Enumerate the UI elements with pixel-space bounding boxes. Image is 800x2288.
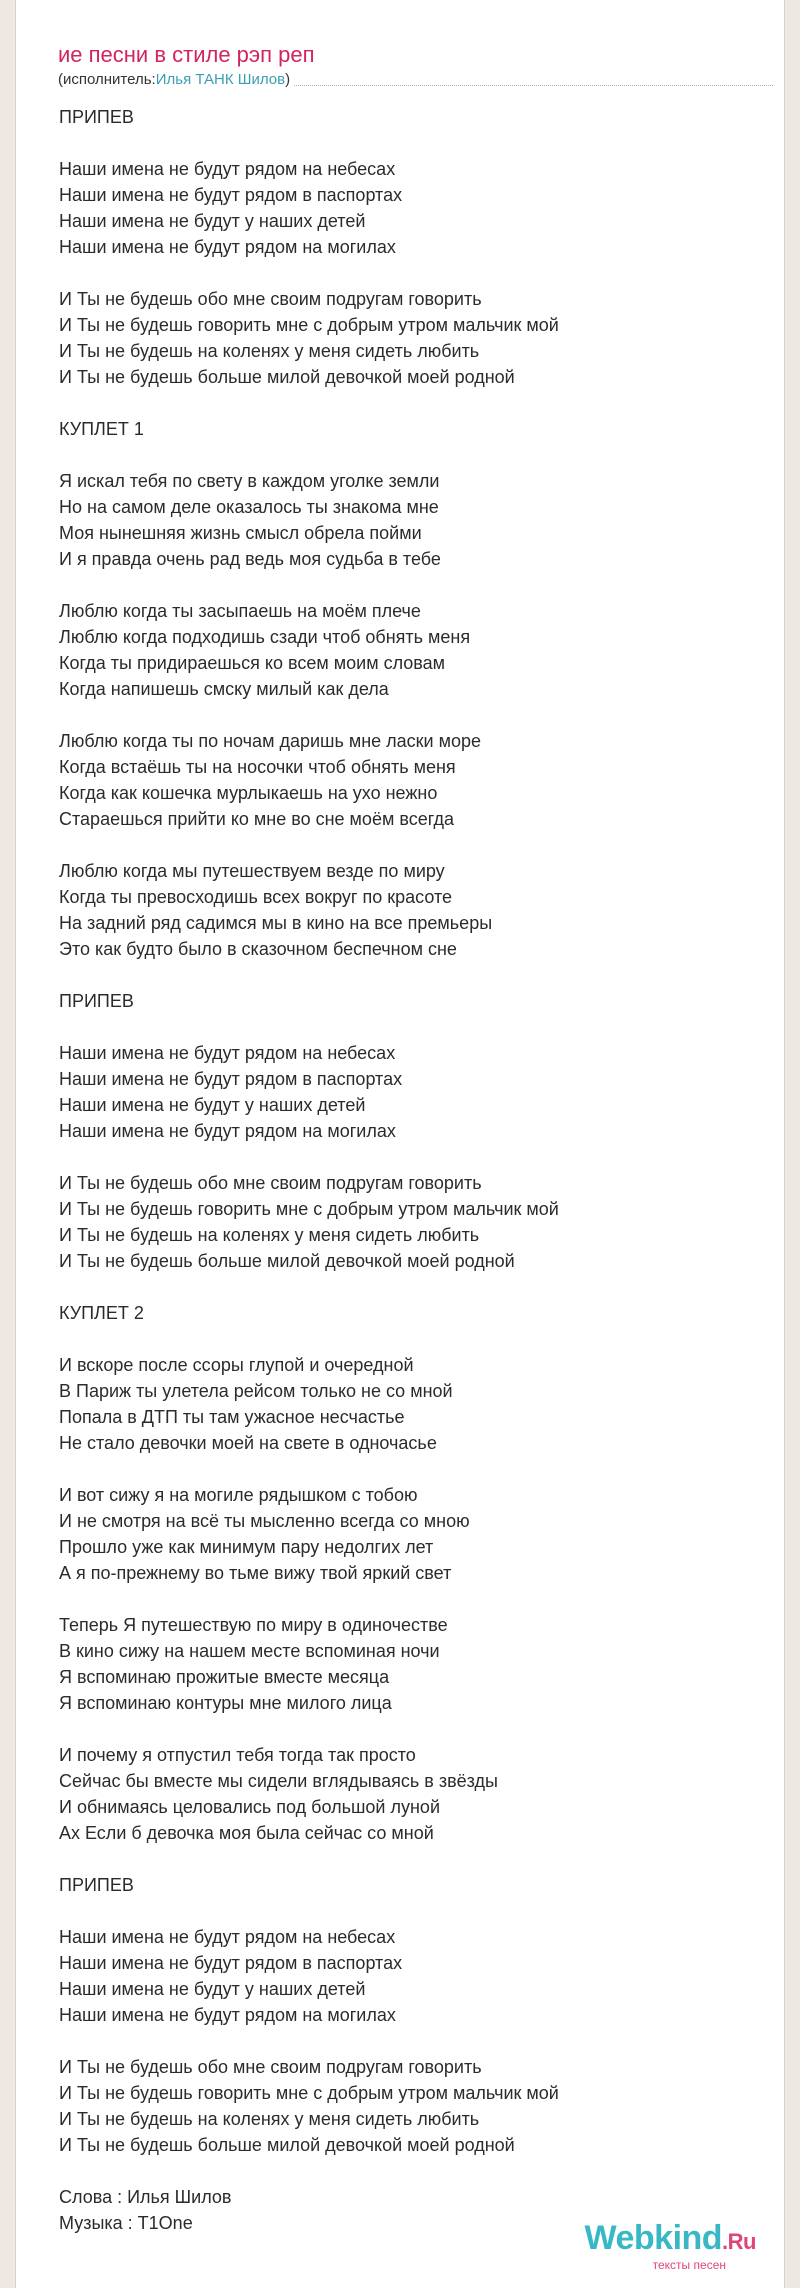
lyric-line: И я правда очень рад ведь моя судьба в тебе [59, 549, 441, 569]
byline-suffix: ) [285, 71, 291, 88]
lyric-line: На задний ряд садимся мы в кино на все премьеры [59, 913, 493, 933]
stanza-gap [59, 1846, 779, 1872]
lyric-line: Наши имена не будут рядом на могилах [59, 237, 396, 257]
lyric-line: В Париж ты улетела рейсом только не со мной [59, 1381, 453, 1401]
stanza-gap [59, 832, 779, 858]
lyric-line: КУПЛЕТ 1 [59, 419, 144, 439]
lyric-line: И Ты не будешь на коленях у меня сидеть любить [59, 341, 480, 361]
lyric-line: Наши имена не будут рядом в паспортах [59, 185, 403, 205]
lyric-line: Наши имена не будут рядом на могилах [59, 1121, 396, 1141]
lyric-line: Но на самом деле оказалось ты знакома мне [59, 497, 439, 517]
lyric-line: И Ты не будешь говорить мне с добрым утром мальчик мой [59, 315, 559, 335]
page-frame [15, 0, 785, 2288]
logo-name: Webkind [584, 2219, 723, 2257]
lyric-line: Когда ты превосходишь всех вокруг по красоте [59, 887, 453, 907]
lyrics-text [59, 104, 779, 2236]
lyric-line: Наши имена не будут рядом в паспортах [59, 1069, 403, 1089]
lyric-line: Я вспоминаю контуры мне милого лица [59, 1693, 392, 1713]
stanza-gap [59, 1144, 779, 1170]
stanza-gap [59, 130, 779, 156]
lyric-line: Не стало девочки моей на свете в одночасье [59, 1433, 437, 1453]
lyric-line: Наши имена не будут у наших детей [59, 211, 366, 231]
lyric-line: Наши имена не будут рядом на небесах [59, 1927, 396, 1947]
stanza-gap [59, 1326, 779, 1352]
stanza-gap [59, 1014, 779, 1040]
logo-wordmark [585, 2220, 757, 2260]
stanza-gap [59, 572, 779, 598]
lyric-line: Теперь Я путешествую по миру в одиночестве [59, 1615, 448, 1635]
lyric-line: Сейчас бы вместе мы сидели вглядываясь в звёзды [59, 1771, 498, 1791]
lyric-line: И Ты не будешь больше милой девочкой моей родной [59, 1251, 515, 1271]
lyric-line: Люблю когда ты по ночам даришь мне ласки море [59, 731, 482, 751]
logo-tagline: тексты песен [652, 2258, 726, 2272]
lyric-line: ПРИПЕВ [59, 1875, 134, 1895]
stanza-gap [59, 1586, 779, 1612]
lyric-line: И Ты не будешь на коленях у меня сидеть любить [59, 2109, 480, 2129]
artist-link[interactable]: Илья ТАНК Шилов [155, 71, 286, 88]
lyric-line: Музыка : T1One [59, 2213, 193, 2233]
lyric-line: Я вспоминаю прожитые вместе месяца [59, 1667, 390, 1687]
stanza-gap [59, 702, 779, 728]
lyric-line: Моя нынешняя жизнь смысл обрела пойми [59, 523, 422, 543]
stanza-gap [59, 390, 779, 416]
lyric-line: Люблю когда ты засыпаешь на моём плече [59, 601, 421, 621]
lyric-line: Наши имена не будут рядом на могилах [59, 2005, 396, 2025]
stanza-gap [59, 962, 779, 988]
lyric-line: И обнимаясь целовались под большой луной [59, 1797, 440, 1817]
stanza-gap [59, 1898, 779, 1924]
stanza-gap [59, 1456, 779, 1482]
lyric-line: И Ты не будешь обо мне своим подругам говорить [59, 2057, 482, 2077]
lyric-line: Когда встаёшь ты на носочки чтоб обнять меня [59, 757, 456, 777]
lyric-line: И вот сижу я на могиле рядышком с тобою [59, 1485, 418, 1505]
artist-byline [58, 70, 773, 90]
lyric-line: Я искал тебя по свету в каждом уголке земли [59, 471, 440, 491]
lyric-line: Люблю когда мы путешествуем везде по миру [59, 861, 445, 881]
lyric-line: И Ты не будешь на коленях у меня сидеть любить [59, 1225, 480, 1245]
lyric-line: И Ты не будешь больше милой девочкой моей родной [59, 2135, 515, 2155]
lyric-line: Наши имена не будут рядом на небесах [59, 159, 396, 179]
lyric-line: И Ты не будешь говорить мне с добрым утром мальчик мой [59, 2083, 559, 2103]
lyric-line: И Ты не будешь больше милой девочкой моей родной [59, 367, 515, 387]
lyric-line: Прошло уже как минимум пару недолгих лет [59, 1537, 434, 1557]
lyric-line: Когда как кошечка мурлыкаешь на ухо нежно [59, 783, 438, 803]
logo-tld: .Ru [722, 2229, 756, 2254]
lyric-line: Слова : Илья Шилов [59, 2187, 232, 2207]
lyric-line: И Ты не будешь обо мне своим подругам говорить [59, 289, 482, 309]
lyric-line: И почему я отпустил тебя тогда так просто [59, 1745, 416, 1765]
lyric-line: Наши имена не будут рядом на небесах [59, 1043, 396, 1063]
lyric-line: ПРИПЕВ [59, 107, 134, 127]
lyric-line: И Ты не будешь обо мне своим подругам говорить [59, 1173, 482, 1193]
stanza-gap [59, 260, 779, 286]
lyric-line: И не смотря на всё ты мысленно всегда со мною [59, 1511, 470, 1531]
lyric-line: Когда ты придираешься ко всем моим словам [59, 653, 446, 673]
lyric-line: А я по-прежнему во тьме вижу твой яркий свет [59, 1563, 452, 1583]
lyric-line: КУПЛЕТ 2 [59, 1303, 144, 1323]
lyric-line: Это как будто было в сказочном беспечном сне [59, 939, 457, 959]
site-logo[interactable] [585, 2220, 757, 2272]
lyric-line: Наши имена не будут у наших детей [59, 1979, 366, 1999]
lyric-line: Наши имена не будут у наших детей [59, 1095, 366, 1115]
lyric-line: Ах Если б девочка моя была сейчас со мной [59, 1823, 434, 1843]
stanza-gap [59, 2158, 779, 2184]
stanza-gap [59, 442, 779, 468]
lyric-line: Наши имена не будут рядом в паспортах [59, 1953, 403, 1973]
dotted-divider [294, 75, 773, 86]
lyric-line: ПРИПЕВ [59, 991, 134, 1011]
byline-prefix: (исполнитель: [58, 71, 156, 88]
lyric-line: И вскоре после ссоры глупой и очередной [59, 1355, 414, 1375]
lyric-line: И Ты не будешь говорить мне с добрым утром мальчик мой [59, 1199, 559, 1219]
stanza-gap [59, 1716, 779, 1742]
lyric-line: Стараешься прийти ко мне во сне моём всегда [59, 809, 454, 829]
stanza-gap [59, 2028, 779, 2054]
page-title: ие песни в стиле рэп реп [58, 42, 315, 67]
lyric-line: Попала в ДТП ты там ужасное несчастье [59, 1407, 405, 1427]
stanza-gap [59, 1274, 779, 1300]
lyric-line: Люблю когда подходишь сзади чтоб обнять меня [59, 627, 471, 647]
lyric-line: В кино сижу на нашем месте вспоминая ночи [59, 1641, 440, 1661]
lyric-line: Когда напишешь смску милый как дела [59, 679, 389, 699]
song-header [58, 40, 773, 90]
